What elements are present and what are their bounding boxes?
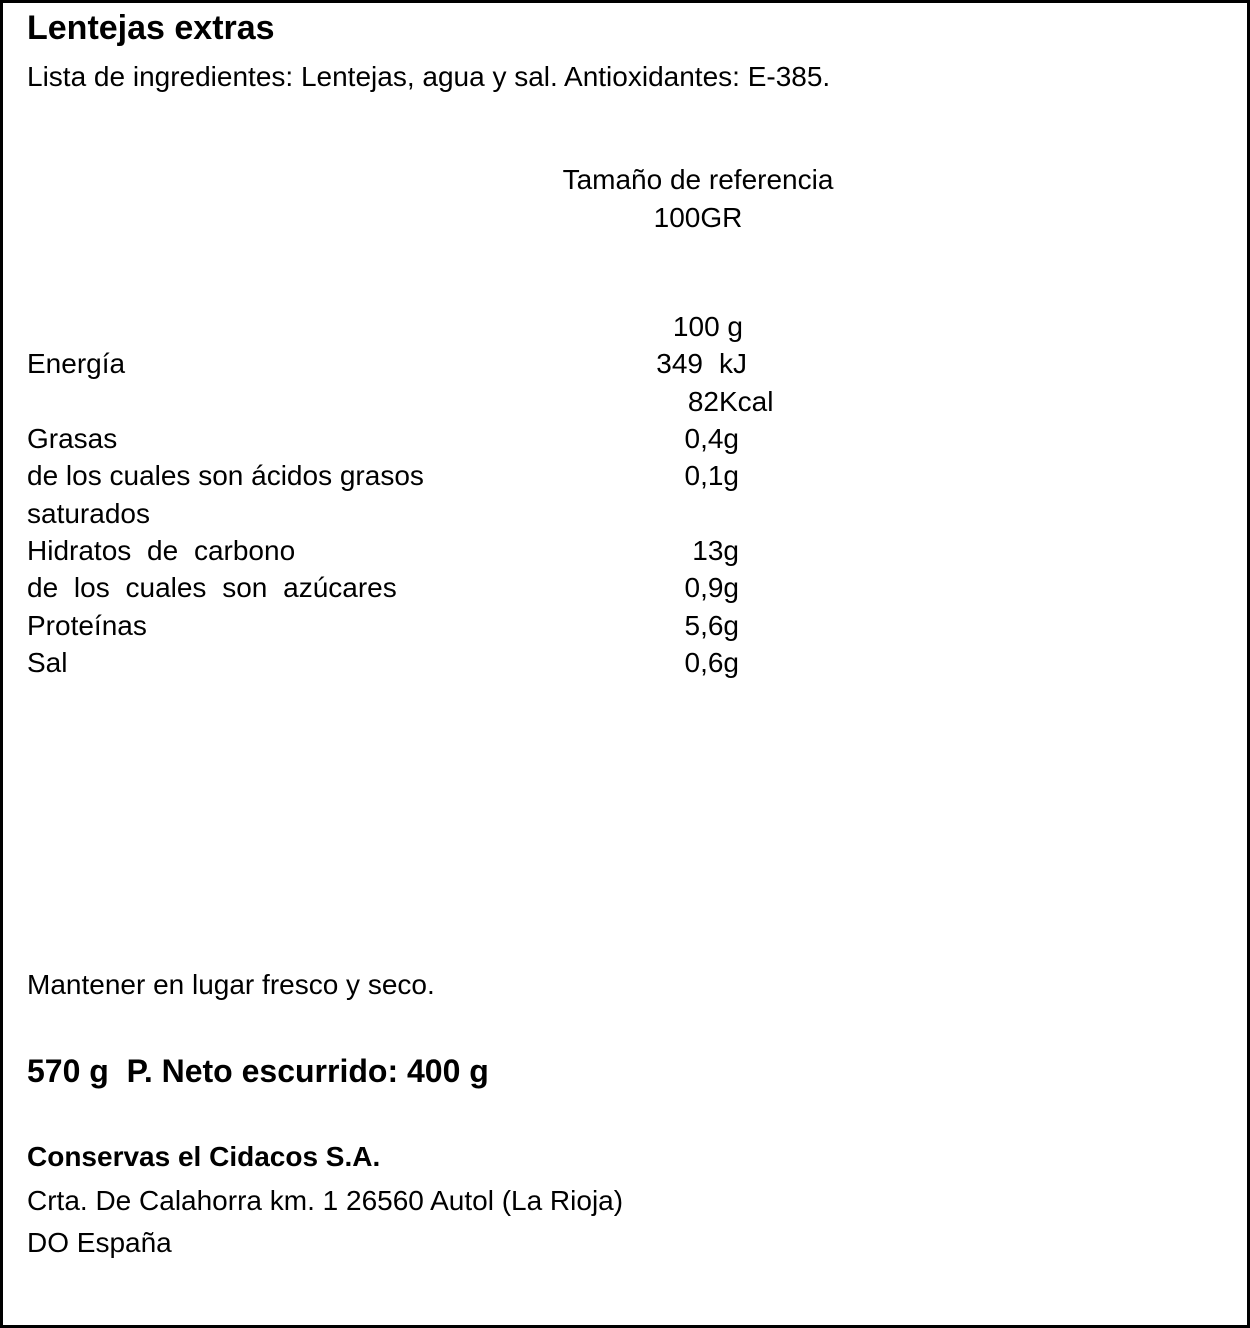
nutrient-row-label: Hidratos de carbono [27, 535, 296, 566]
energy-kj-value: 349 [656, 348, 703, 379]
net-weight: 570 g P. Neto escurrido: 400 g [27, 1053, 489, 1089]
nutrient-row-label: de los cuales son azúcares [27, 572, 397, 603]
nutrient-row-value: 0,4g [684, 423, 739, 454]
nutrient-row-label: Grasas [27, 423, 118, 454]
energy-kcal-value: 82 [687, 386, 719, 417]
origin: DO España [27, 1227, 172, 1258]
nutrient-row-label: Proteínas [27, 610, 147, 641]
ingredients-list: Lista de ingredientes: Lentejas, agua y sal. Antioxidantes: E-385. [27, 61, 831, 92]
energy-label: Energía [27, 348, 126, 379]
nutrient-row-value: 13g [692, 535, 739, 566]
manufacturer-address: Crta. De Calahorra km. 1 26560 Autol (La Rioja) [27, 1185, 624, 1216]
nutrition-column-header: 100 g [672, 311, 743, 342]
nutrient-row-label: de los cuales son ácidos grasos [27, 460, 424, 491]
reference-size-label: Tamaño de referencia [562, 164, 834, 195]
reference-size-block [488, 161, 908, 237]
energy-kcal-unit: Kcal [719, 386, 774, 417]
nutrient-row-value: 0,9g [684, 572, 739, 603]
energy-kj-unit: kJ [719, 348, 747, 379]
nutrient-row-label: Sal [27, 647, 68, 678]
nutrient-row-value: 0,1g [684, 460, 739, 491]
nutrient-row-value: 0,6g [684, 647, 739, 678]
manufacturer-name: Conservas el Cidacos S.A. [27, 1141, 381, 1172]
nutrient-row-label: saturados [27, 498, 150, 529]
nutrient-row-value: 5,6g [684, 610, 739, 641]
product-title: Lentejas extras [27, 9, 275, 47]
storage-instructions: Mantener en lugar fresco y seco. [27, 969, 435, 1000]
reference-size-value: 100GR [653, 202, 743, 233]
